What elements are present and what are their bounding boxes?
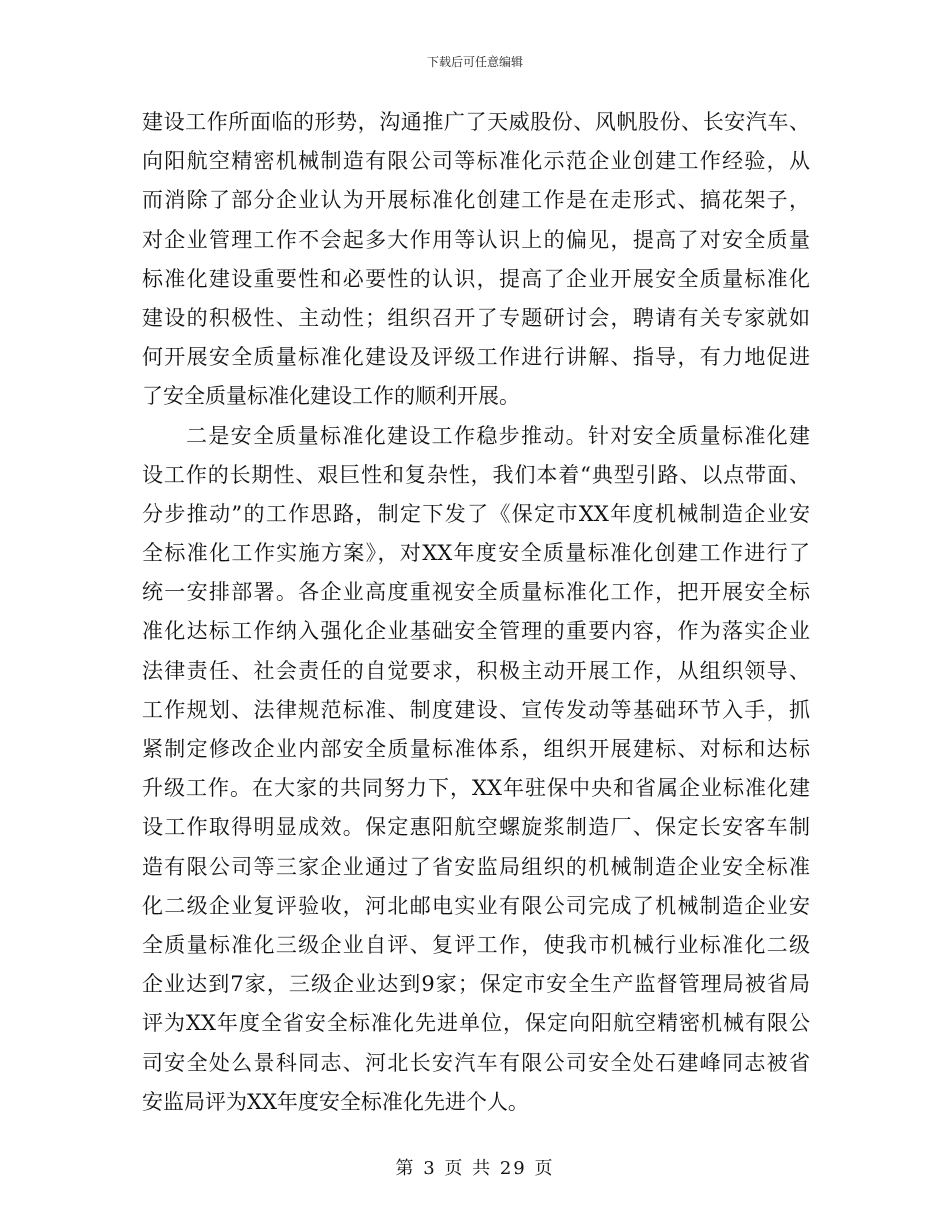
text-line: 统一安排部署。各企业高度重视安全质量标准化工作，把开展安全标 — [142, 580, 810, 605]
text-line: 紧制定修改企业内部安全质量标准体系，组织开展建标、对标和达标 — [142, 737, 810, 761]
text-line: 建设工作所面临的形势，沟通推广了天威股份、风帆股份、长安汽车、 — [142, 110, 810, 134]
text-line: 工作规划、法律规范标准、制度建设、宣传发动等基础环节入手，抓 — [142, 697, 810, 722]
text-line: 升级工作。在大家的共同努力下，XX年驻保中央和省属企业标准化建 — [142, 776, 810, 801]
text-line: 评为XX年度全省安全标准化先进单位，保定向阳航空精密机械有限公 — [142, 1011, 810, 1036]
text-line: 建设的积极性、主动性；组织召开了专题研讨会，聘请有关专家就如 — [142, 305, 810, 330]
text-line: 分步推动”的工作思路，制定下发了《保定市XX年度机械制造企业安 — [142, 501, 810, 526]
text-line: 标准化建设重要性和必要性的认识，提高了企业开展安全质量标准化 — [142, 266, 810, 291]
text-line: 何开展安全质量标准化建设及评级工作进行讲解、指导，有力地促进 — [142, 345, 810, 370]
text-line: 安监局评为XX年度安全标准化先进个人。 — [142, 1089, 529, 1114]
paragraph-1 — [142, 103, 810, 417]
text-line: 对企业管理工作不会起多大作用等认识上的偏见，提高了对安全质量 — [142, 227, 810, 252]
text-line: 二是安全质量标准化建设工作稳步推动。针对安全质量标准化建 — [186, 423, 810, 448]
text-line: 全质量标准化三级企业自评、复评工作，使我市机械行业标准化二级 — [142, 932, 810, 957]
text-line: 造有限公司等三家企业通过了省安监局组织的机械制造企业安全标准 — [142, 854, 810, 879]
text-line: 全标准化工作实施方案》，对XX年度安全质量标准化创建工作进行了 — [142, 541, 810, 566]
text-line: 法律责任、社会责任的自觉要求，积极主动开展工作，从组织领导、 — [142, 658, 810, 683]
text-line: 设工作取得明显成效。保定惠阳航空螺旋浆制造厂、保定长安客车制 — [142, 815, 810, 840]
text-line: 准化达标工作纳入强化企业基础安全管理的重要内容，作为落实企业 — [142, 619, 810, 644]
text-line: 化二级企业复评验收，河北邮电实业有限公司完成了机械制造企业安 — [142, 893, 810, 918]
document-body — [142, 103, 810, 1122]
text-line: 设工作的长期性、艰巨性和复杂性，我们本着“典型引路、以点带面、 — [142, 462, 810, 487]
text-line: 企业达到7家，三级企业达到9家；保定市安全生产监督管理局被省局 — [142, 972, 810, 997]
text-line: 司安全处么景科同志、河北长安汽车有限公司安全处石建峰同志被省 — [142, 1050, 810, 1075]
paragraph-2 — [142, 417, 810, 1122]
page-number: 第 3 页 共 29 页 — [395, 1158, 555, 1179]
text-line: 了安全质量标准化建设工作的顺利开展。 — [142, 384, 520, 409]
text-line: 而消除了部分企业认为开展标准化创建工作是在走形式、搞花架子， — [142, 188, 810, 213]
page-header-note: 下载后可任意编辑 — [426, 55, 523, 69]
text-line: 向阳航空精密机械制造有限公司等标准化示范企业创建工作经验，从 — [142, 149, 810, 174]
